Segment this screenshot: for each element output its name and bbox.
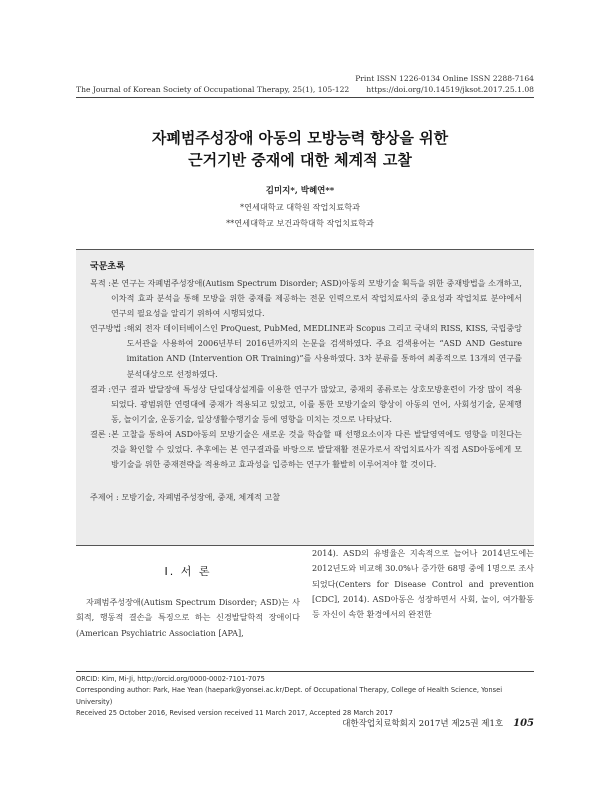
- journal-citation: The Journal of Korean Society of Occupational Therapy, 25(1), 105-122: [76, 84, 350, 94]
- abstract-methods: [90, 321, 522, 381]
- author-list: 김미지*, 박혜연**: [265, 186, 335, 196]
- page-footer: [342, 717, 534, 729]
- issn-doi-block: [355, 74, 534, 95]
- abstract-heading: 국문초록: [90, 262, 125, 272]
- intro-paragraph: 자폐범주성장애(Autism Spectrum Disorder; ASD)는 사회적, 행동적 결손을 특징으로 하는 신경발달학적 장애이다(American Psychiatric Association [APA],: [76, 597, 300, 638]
- abstract-conclusion: [90, 427, 522, 472]
- abstract-purpose: [90, 276, 522, 321]
- abstract-label: 결과 :: [90, 383, 111, 394]
- right-column-text: [312, 546, 534, 622]
- footer-journal-issue: 대한작업치료학회지 2017년 제25권 제1호: [342, 719, 504, 729]
- affiliation-2: **연세대학교 보건과학대학 작업치료학과: [226, 218, 374, 228]
- title-line-2: 근거기반 중재에 대한 체계적 고찰: [188, 151, 412, 169]
- orcid-note: ORCID: Kim, Mi-Ji, http://orcid.org/0000-0002-7101-7075: [76, 675, 265, 683]
- footnotes: [76, 674, 534, 719]
- affiliation-1: *연세대학교 대학원 작업치료학과: [239, 202, 361, 212]
- received-dates-note: Received 25 October 2016, Revised version received 11 March 2017, Accepted 28 March 2017: [76, 708, 393, 717]
- doi-link[interactable]: https://doi.org/10.14519/jksot.2017.25.1.08: [366, 84, 534, 94]
- article-title: [0, 127, 600, 171]
- corresponding-author-note: Corresponding author: Park, Hae Yean (haepark@yonsei.ac.kr/Dept. of Occupational Therapy, College of Health Science, Yonsei University): [76, 686, 503, 706]
- abstract-label: 목적 :: [90, 278, 111, 288]
- body-left-column: [76, 563, 300, 641]
- footnote-divider: [76, 671, 534, 672]
- abstract-text: 본 고찰을 통하여 ASD아동의 모방기술은 새로운 것을 학습할 때 선행요소이자 다른 발달영역에도 영향을 미친다는 것을 확인할 수 있었다. 추후에는 본 연구결과를 바탕으로 발달재활 전문가로서 작업치료사가 직접 ASD아동에게 모방기술을 위한 중재전략을 적용하고 효과성을 입증하는 연구가 활발히 이루어져야 할 것이다.: [110, 428, 522, 470]
- abstract-label: 결론 :: [90, 428, 111, 439]
- keywords: 주제어 : 모방기술, 자폐범주성장애, 중재, 체계적 고찰: [90, 492, 281, 503]
- section-heading-introduction: Ⅰ. 서 론: [164, 565, 212, 578]
- abstract-results: [90, 382, 522, 427]
- title-line-1: 자폐범주성장애 아동의 모방능력 향상을 위한: [151, 129, 449, 147]
- body-right-column: [312, 546, 534, 622]
- left-column-text: [76, 595, 300, 641]
- intro-paragraph-continued: 2014). ASD의 유병율은 지속적으로 늘어나 2014년도에는 2012년도와 비교해 30.0%나 증가한 68명 중에 1명으로 조사되었다(Centers for Disease Control and prevention [CDC], 2014). ASD아동은 성장하면서 사회, 놀이, 여가활동 등 자신이 속한 환경에서의 완전한: [312, 548, 534, 620]
- header-divider: [76, 97, 534, 98]
- abstract-text: 해외 전자 데이터베이스인 ProQuest, PubMed, MEDLINE과 Scopus 그리고 국내의 RISS, KISS, 국립중앙도서관을 사용하여 2006년부터 2016년까지의 논문을 검색하였다. 주요 검색용어는 “ASD AND Gesture imitation AND (Intervention OR Training)”를 사용하였다. 3차 분류를 통하여 최종적으로 13개의 연구를 분석대상으로 선정하였다.: [126, 323, 522, 379]
- page-number: 105: [513, 718, 534, 729]
- abstract-box: [76, 249, 534, 546]
- abstract-text: 본 연구는 자폐범주성장애(Autism Spectrum Disorder; ASD)아동의 모방기술 획득을 위한 중재방법을 소개하고, 이차적 효과 분석을 통해 모방을 위한 중재를 제공하는 전문 인력으로서 작업치료사의 중요성과 작업치료 분야에서 연구의 필요성을 알리기 위하여 시행되었다.: [110, 278, 522, 319]
- abstract-label: 연구방법 :: [90, 323, 127, 334]
- issn-line: Print ISSN 1226-0134 Online ISSN 2288-7164: [355, 74, 534, 83]
- abstract-text: 연구 결과 발달장애 특성상 단일대상설계를 이용한 연구가 많았고, 중재의 종류로는 상호모방훈련이 가장 많이 적용되었다. 광범위한 연령대에 중재가 적용되고 있었고, 이를 통한 모방기술의 향상이 아동의 언어, 사회성기술, 문제행동, 놀이기술, 운동기술, 일상생활수행기술 등에 영향을 미치는 것으로 나타났다.: [110, 383, 522, 424]
